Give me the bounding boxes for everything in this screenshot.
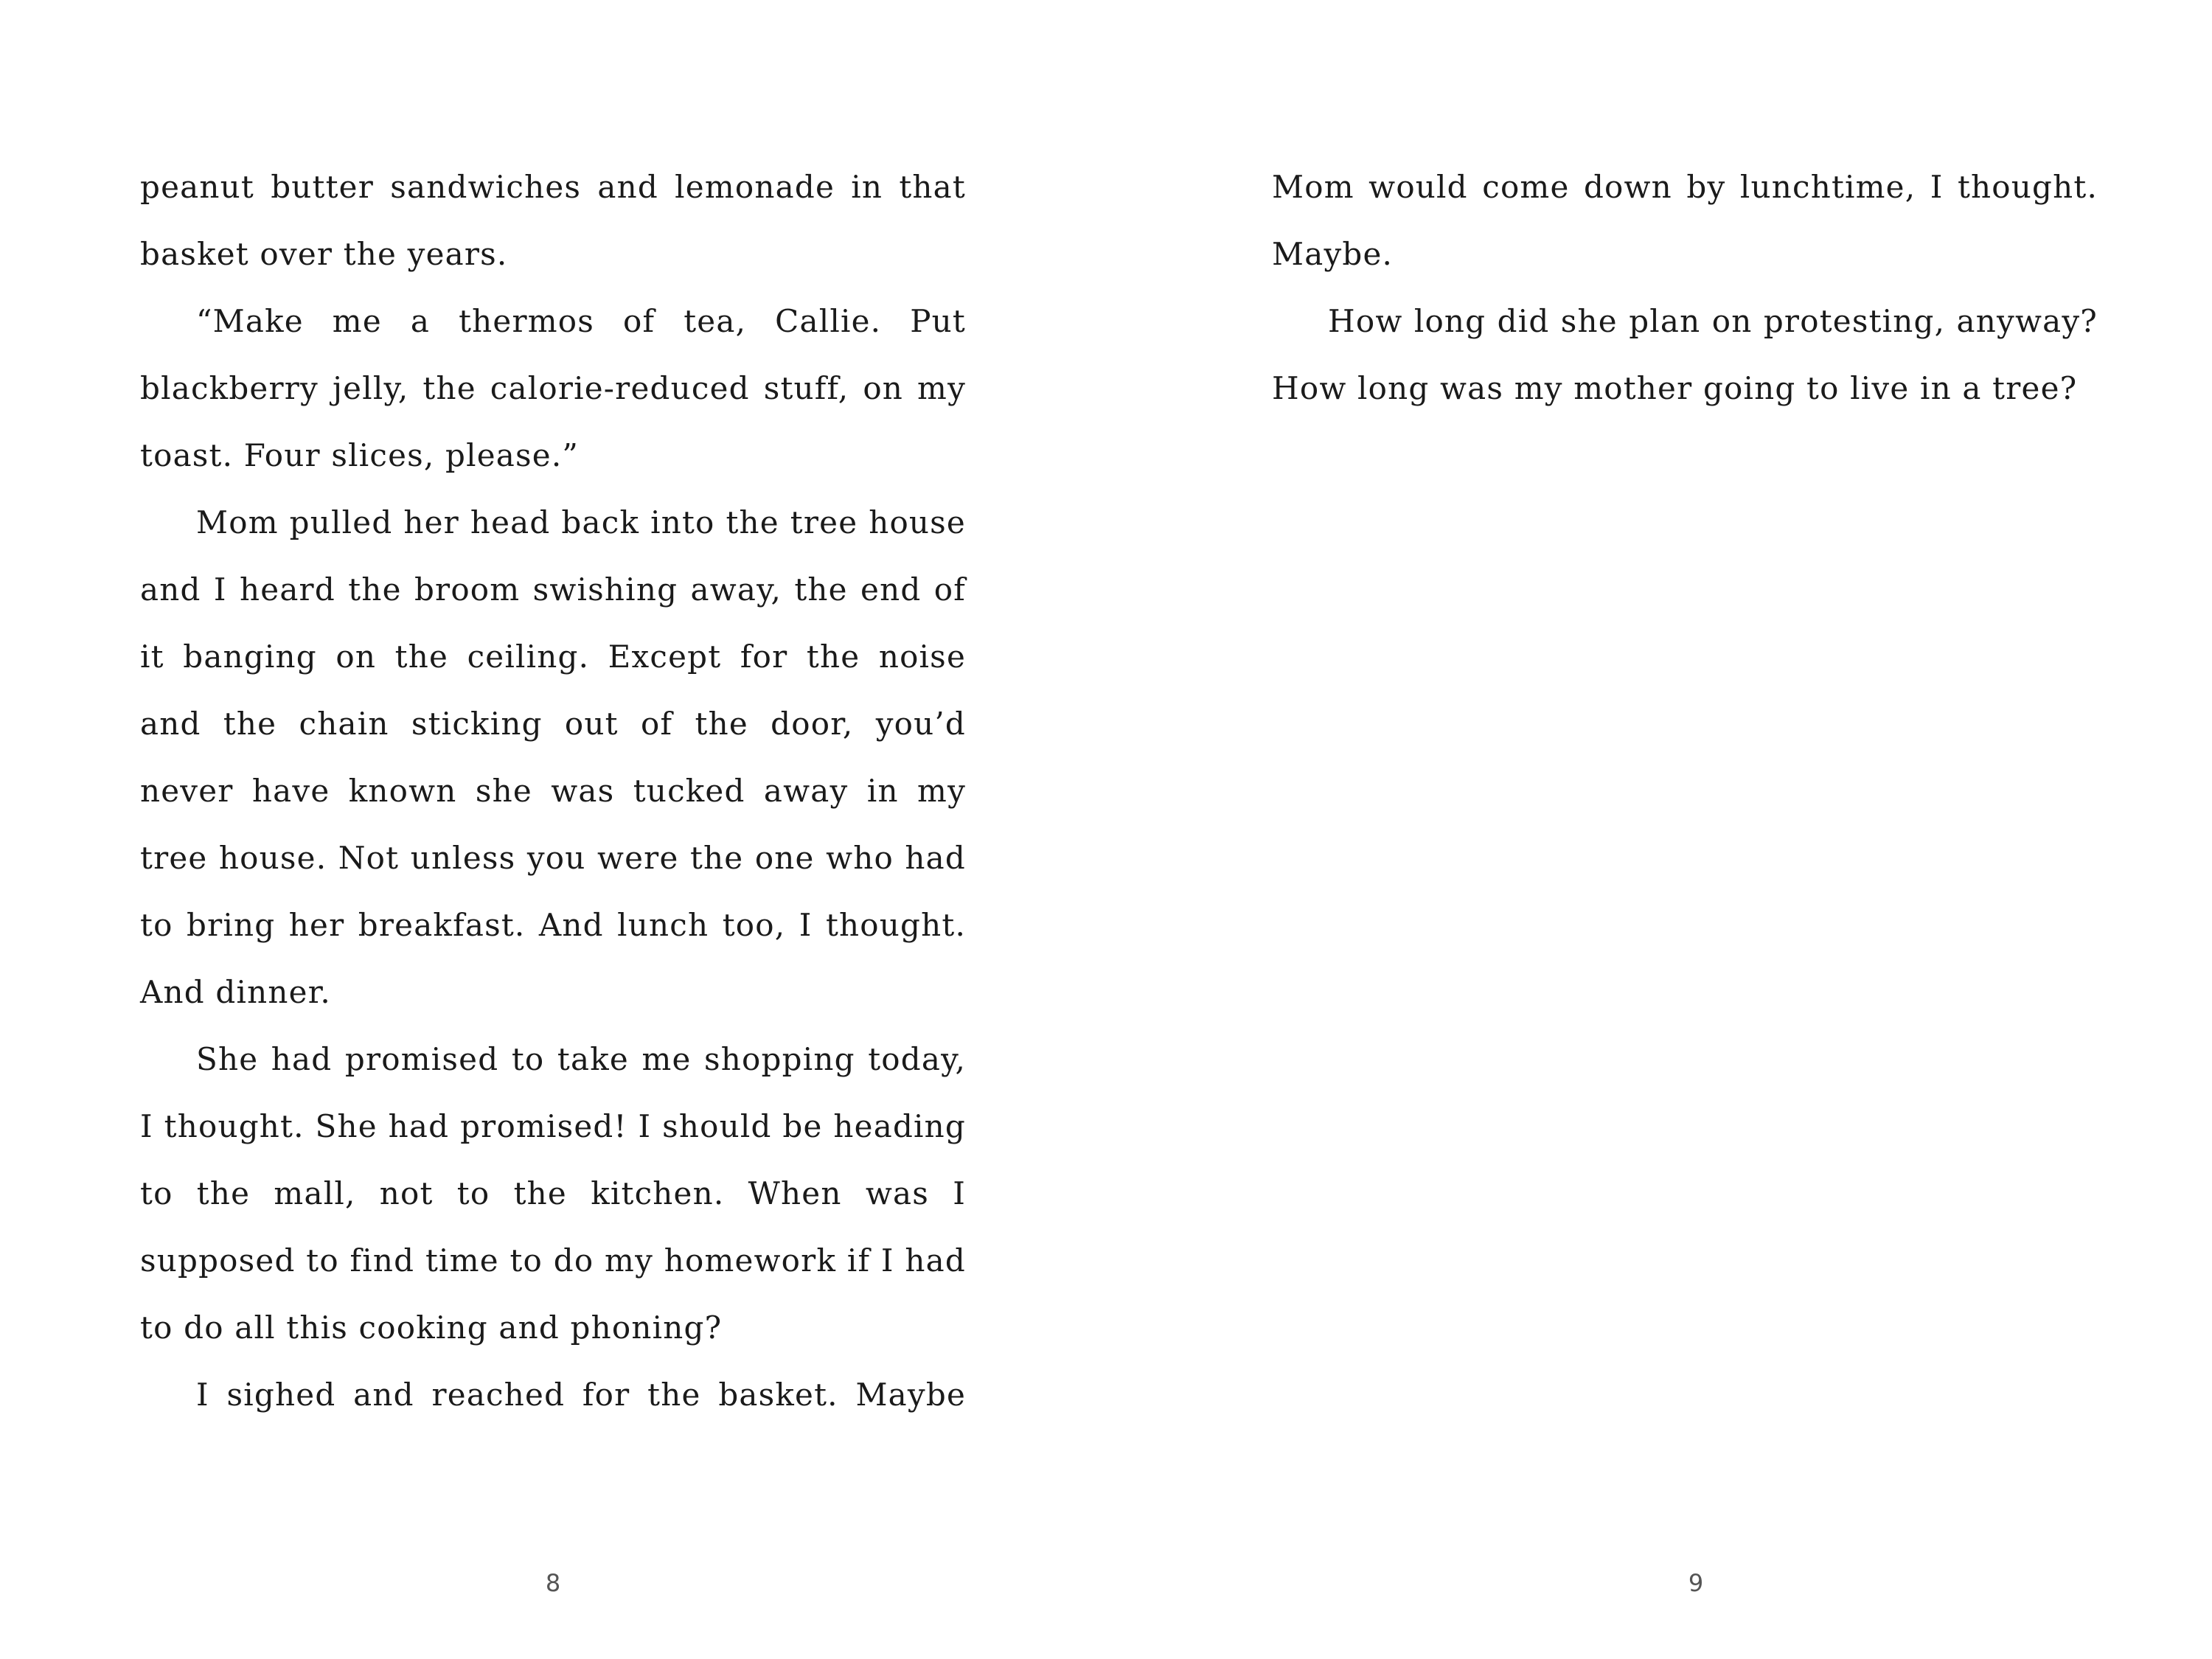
right-page-text: [1272, 153, 2098, 422]
paragraph: Mom would come down by lunchtime, I thought. Maybe.: [1272, 169, 2098, 272]
paragraph: She had promised to take me shopping today, I thought. She had promised! I should be heading to the mall, not to the kitchen. When was I supposed to find time to do my homework if I had to do all this cooking and phoning?: [140, 1041, 966, 1346]
page-number: 8: [545, 1569, 561, 1597]
paragraph: “Make me a thermos of tea, Callie. Put blackberry jelly, the calorie-reduced stuff, on my toast. Four slices, please.”: [140, 303, 966, 473]
paragraph: How long did she plan on protesting, anyway? How long was my mother going to live in a tree?: [1272, 303, 2098, 406]
right-page: [1128, 0, 2212, 1659]
paragraph: I sighed and reached for the basket. Maybe: [196, 1377, 966, 1413]
paragraph: Mom pulled her head back into the tree house and I heard the broom swishing away, the end of it banging on the ceiling. Except for the noise and the chain sticking out of the door, you’d never have known she was tucked away in my tree house. Not unless you were the one who had to bring her breakfast. And lunch too, I thought. And dinner.: [140, 504, 966, 1010]
paragraph: peanut butter sandwiches and lemonade in that basket over the years.: [140, 169, 966, 272]
left-page-text: [140, 153, 966, 1428]
page-number: 9: [1688, 1569, 1704, 1597]
